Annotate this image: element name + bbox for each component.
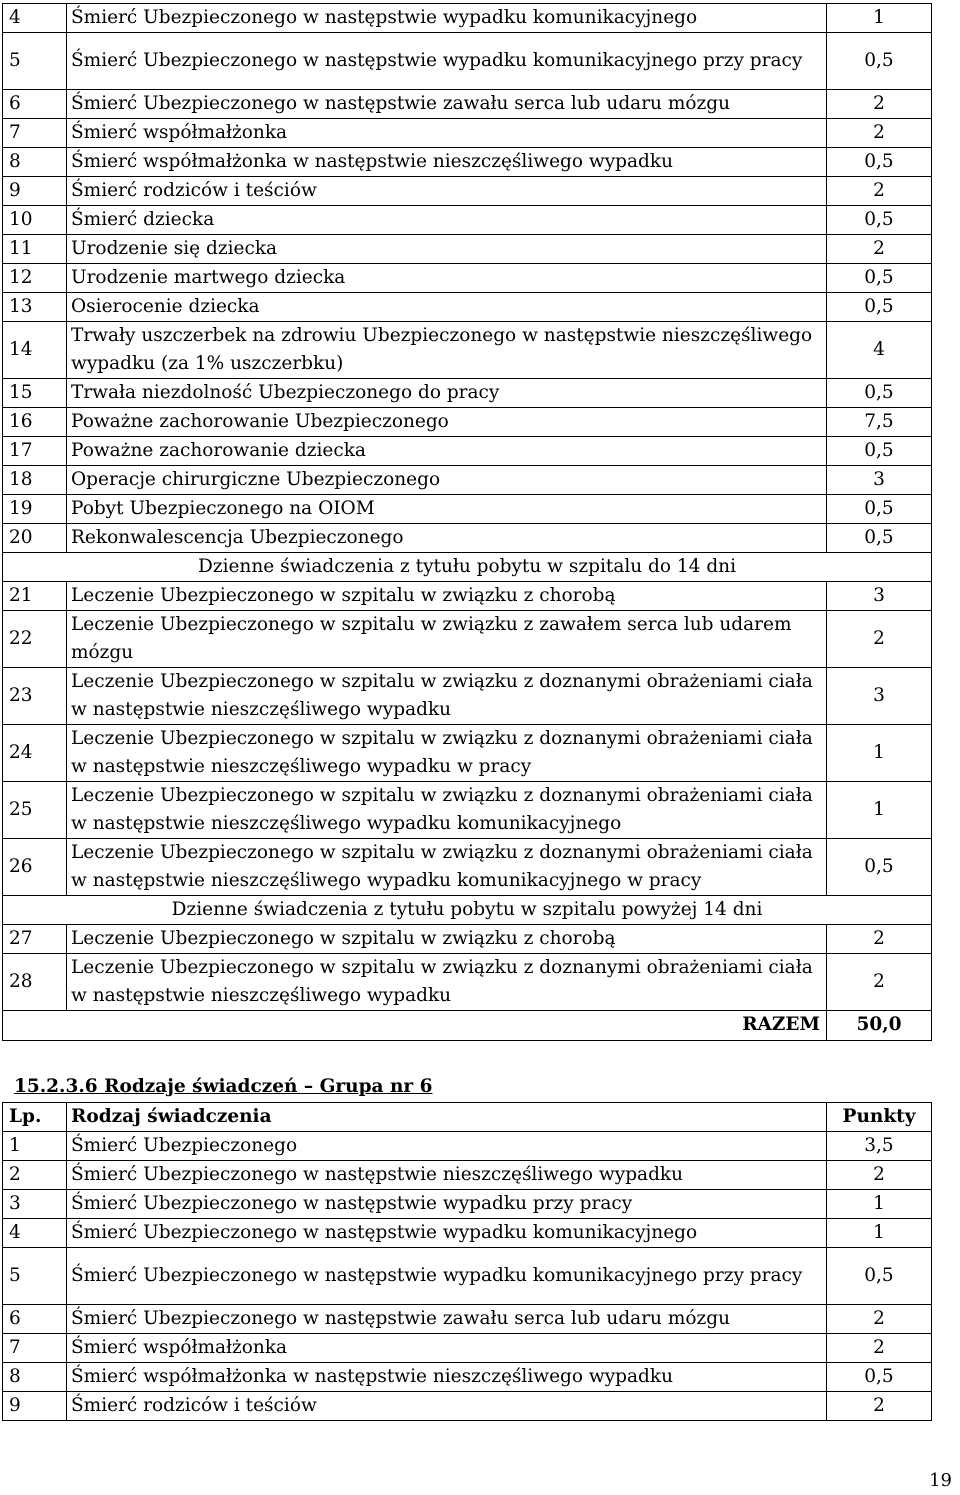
row-points: 0,5 [827, 292, 932, 321]
row-name: Leczenie Ubezpieczonego w szpitalu w związku z chorobą [67, 581, 827, 610]
table-row [3, 724, 932, 781]
row-lp: 4 [3, 1219, 67, 1248]
row-name: Śmierć dziecka [67, 205, 827, 234]
row-lp: 5 [3, 1248, 67, 1305]
row-points: 0,5 [827, 263, 932, 292]
row-points: 2 [827, 1333, 932, 1362]
table-row [3, 205, 932, 234]
row-lp: 14 [3, 321, 67, 378]
table-row [3, 924, 932, 953]
row-points: 0,5 [827, 33, 932, 90]
table-row [3, 1190, 932, 1219]
row-lp: 18 [3, 465, 67, 494]
row-points: 0,5 [827, 523, 932, 552]
benefits-table-body [3, 4, 932, 1041]
row-name: Śmierć współmałżonka [67, 1333, 827, 1362]
row-name: Śmierć Ubezpieczonego w następstwie wypadku przy pracy [67, 1190, 827, 1219]
row-points: 1 [827, 724, 932, 781]
header-lp: Lp. [3, 1103, 67, 1132]
row-lp: 9 [3, 176, 67, 205]
total-row [3, 1010, 932, 1040]
table-row [3, 292, 932, 321]
row-name: Poważne zachorowanie Ubezpieczonego [67, 407, 827, 436]
row-name: Śmierć Ubezpieczonego w następstwie zawału serca lub udaru mózgu [67, 1304, 827, 1333]
table-row [3, 1391, 932, 1420]
row-points: 2 [827, 1161, 932, 1190]
table-row [3, 1333, 932, 1362]
row-points: 7,5 [827, 407, 932, 436]
row-lp: 6 [3, 1304, 67, 1333]
section-title: Dzienne świadczenia z tytułu pobytu w szpitalu do 14 dni [3, 552, 932, 581]
header-points: Punkty [827, 1103, 932, 1132]
total-value: 50,0 [827, 1010, 932, 1040]
row-points: 0,5 [827, 378, 932, 407]
row-name: Operacje chirurgiczne Ubezpieczonego [67, 465, 827, 494]
table-row [3, 953, 932, 1010]
row-lp: 5 [3, 33, 67, 90]
row-points: 3 [827, 667, 932, 724]
section-row [3, 895, 932, 924]
table-row [3, 263, 932, 292]
row-lp: 19 [3, 494, 67, 523]
table-row [3, 1304, 932, 1333]
table-row [3, 1161, 932, 1190]
row-lp: 15 [3, 378, 67, 407]
row-name: Osierocenie dziecka [67, 292, 827, 321]
row-name: Trwały uszczerbek na zdrowiu Ubezpieczonego w następstwie nieszczęśliwego wypadku (za 1% uszczerbku) [67, 321, 827, 378]
table-row [3, 1132, 932, 1161]
row-name: Pobyt Ubezpieczonego na OIOM [67, 494, 827, 523]
row-points: 1 [827, 1190, 932, 1219]
table-row [3, 407, 932, 436]
benefits-table-continued [2, 3, 932, 1041]
table-row [3, 465, 932, 494]
benefits-table-group-6 [2, 1102, 932, 1421]
row-name: Śmierć współmałżonka w następstwie nieszczęśliwego wypadku [67, 147, 827, 176]
row-lp: 27 [3, 924, 67, 953]
row-lp: 7 [3, 1333, 67, 1362]
row-lp: 6 [3, 89, 67, 118]
row-points: 2 [827, 953, 932, 1010]
row-lp: 4 [3, 4, 67, 33]
row-lp: 12 [3, 263, 67, 292]
table-row [3, 523, 932, 552]
row-name: Poważne zachorowanie dziecka [67, 436, 827, 465]
table-row [3, 147, 932, 176]
row-name: Trwała niezdolność Ubezpieczonego do pracy [67, 378, 827, 407]
row-name: Śmierć rodziców i teściów [67, 176, 827, 205]
row-name: Rekonwalescencja Ubezpieczonego [67, 523, 827, 552]
row-lp: 23 [3, 667, 67, 724]
row-points: 0,5 [827, 494, 932, 523]
table-row [3, 33, 932, 90]
row-points: 0,5 [827, 205, 932, 234]
row-points: 0,5 [827, 1362, 932, 1391]
header-name: Rodzaj świadczenia [67, 1103, 827, 1132]
table-row [3, 1219, 932, 1248]
row-points: 4 [827, 321, 932, 378]
row-lp: 11 [3, 234, 67, 263]
row-lp: 13 [3, 292, 67, 321]
table-row [3, 1248, 932, 1305]
table-row [3, 667, 932, 724]
table-row [3, 610, 932, 667]
table-row [3, 176, 932, 205]
row-lp: 10 [3, 205, 67, 234]
row-points: 3 [827, 581, 932, 610]
row-name: Leczenie Ubezpieczonego w szpitalu w związku z doznanymi obrażeniami ciała w następstwie nieszczęśliwego wypadku [67, 667, 827, 724]
row-lp: 9 [3, 1391, 67, 1420]
row-name: Śmierć współmałżonka w następstwie nieszczęśliwego wypadku [67, 1362, 827, 1391]
row-lp: 21 [3, 581, 67, 610]
row-lp: 22 [3, 610, 67, 667]
row-lp: 1 [3, 1132, 67, 1161]
row-points: 2 [827, 234, 932, 263]
row-points: 1 [827, 1219, 932, 1248]
row-name: Leczenie Ubezpieczonego w szpitalu w związku z doznanymi obrażeniami ciała w następstwie nieszczęśliwego wypadku komunikacyjnego [67, 781, 827, 838]
table-row [3, 4, 932, 33]
row-points: 2 [827, 89, 932, 118]
row-lp: 26 [3, 838, 67, 895]
row-lp: 25 [3, 781, 67, 838]
row-lp: 8 [3, 147, 67, 176]
table-row [3, 89, 932, 118]
table-row [3, 436, 932, 465]
row-points: 0,5 [827, 1248, 932, 1305]
section-heading: 15.2.3.6 Rodzaje świadczeń – Grupa nr 6 [14, 1076, 433, 1097]
row-points: 2 [827, 118, 932, 147]
row-name: Leczenie Ubezpieczonego w szpitalu w związku z zawałem serca lub udarem mózgu [67, 610, 827, 667]
row-name: Leczenie Ubezpieczonego w szpitalu w związku z chorobą [67, 924, 827, 953]
table-header-row [3, 1103, 932, 1132]
row-points: 0,5 [827, 436, 932, 465]
row-name: Urodzenie martwego dziecka [67, 263, 827, 292]
row-lp: 20 [3, 523, 67, 552]
table-row [3, 494, 932, 523]
row-points: 2 [827, 176, 932, 205]
row-points: 2 [827, 1304, 932, 1333]
row-name: Śmierć rodziców i teściów [67, 1391, 827, 1420]
table-row [3, 378, 932, 407]
row-name: Śmierć Ubezpieczonego w następstwie wypadku komunikacyjnego przy pracy [67, 33, 827, 90]
row-name: Leczenie Ubezpieczonego w szpitalu w związku z doznanymi obrażeniami ciała w następstwie nieszczęśliwego wypadku [67, 953, 827, 1010]
row-lp: 8 [3, 1362, 67, 1391]
row-points: 1 [827, 781, 932, 838]
row-points: 3,5 [827, 1132, 932, 1161]
row-lp: 24 [3, 724, 67, 781]
row-lp: 7 [3, 118, 67, 147]
table-row [3, 781, 932, 838]
row-lp: 28 [3, 953, 67, 1010]
row-points: 3 [827, 465, 932, 494]
row-points: 0,5 [827, 838, 932, 895]
row-name: Leczenie Ubezpieczonego w szpitalu w związku z doznanymi obrażeniami ciała w następstwie nieszczęśliwego wypadku komunikacyjnego w pracy [67, 838, 827, 895]
row-points: 1 [827, 4, 932, 33]
row-lp: 16 [3, 407, 67, 436]
row-name: Śmierć Ubezpieczonego w następstwie wypadku komunikacyjnego [67, 4, 827, 33]
table-row [3, 118, 932, 147]
row-points: 2 [827, 1391, 932, 1420]
row-lp: 17 [3, 436, 67, 465]
table-row [3, 838, 932, 895]
row-lp: 2 [3, 1161, 67, 1190]
row-points: 0,5 [827, 147, 932, 176]
table-row [3, 234, 932, 263]
row-name: Śmierć Ubezpieczonego w następstwie wypadku komunikacyjnego przy pracy [67, 1248, 827, 1305]
table-row [3, 1362, 932, 1391]
section-row [3, 552, 932, 581]
row-name: Śmierć Ubezpieczonego w następstwie zawału serca lub udaru mózgu [67, 89, 827, 118]
row-lp: 3 [3, 1190, 67, 1219]
row-name: Śmierć Ubezpieczonego w następstwie nieszczęśliwego wypadku [67, 1161, 827, 1190]
row-name: Śmierć Ubezpieczonego [67, 1132, 827, 1161]
row-name: Śmierć współmałżonka [67, 118, 827, 147]
row-name: Śmierć Ubezpieczonego w następstwie wypadku komunikacyjnego [67, 1219, 827, 1248]
row-points: 2 [827, 924, 932, 953]
table-row [3, 581, 932, 610]
row-name: Leczenie Ubezpieczonego w szpitalu w związku z doznanymi obrażeniami ciała w następstwie nieszczęśliwego wypadku w pracy [67, 724, 827, 781]
section-title: Dzienne świadczenia z tytułu pobytu w szpitalu powyżej 14 dni [3, 895, 932, 924]
row-points: 2 [827, 610, 932, 667]
total-label: RAZEM [3, 1010, 827, 1040]
row-name: Urodzenie się dziecka [67, 234, 827, 263]
table-row [3, 321, 932, 378]
benefits-table-group-6-body [3, 1132, 932, 1421]
page-number: 19 [929, 1470, 952, 1491]
